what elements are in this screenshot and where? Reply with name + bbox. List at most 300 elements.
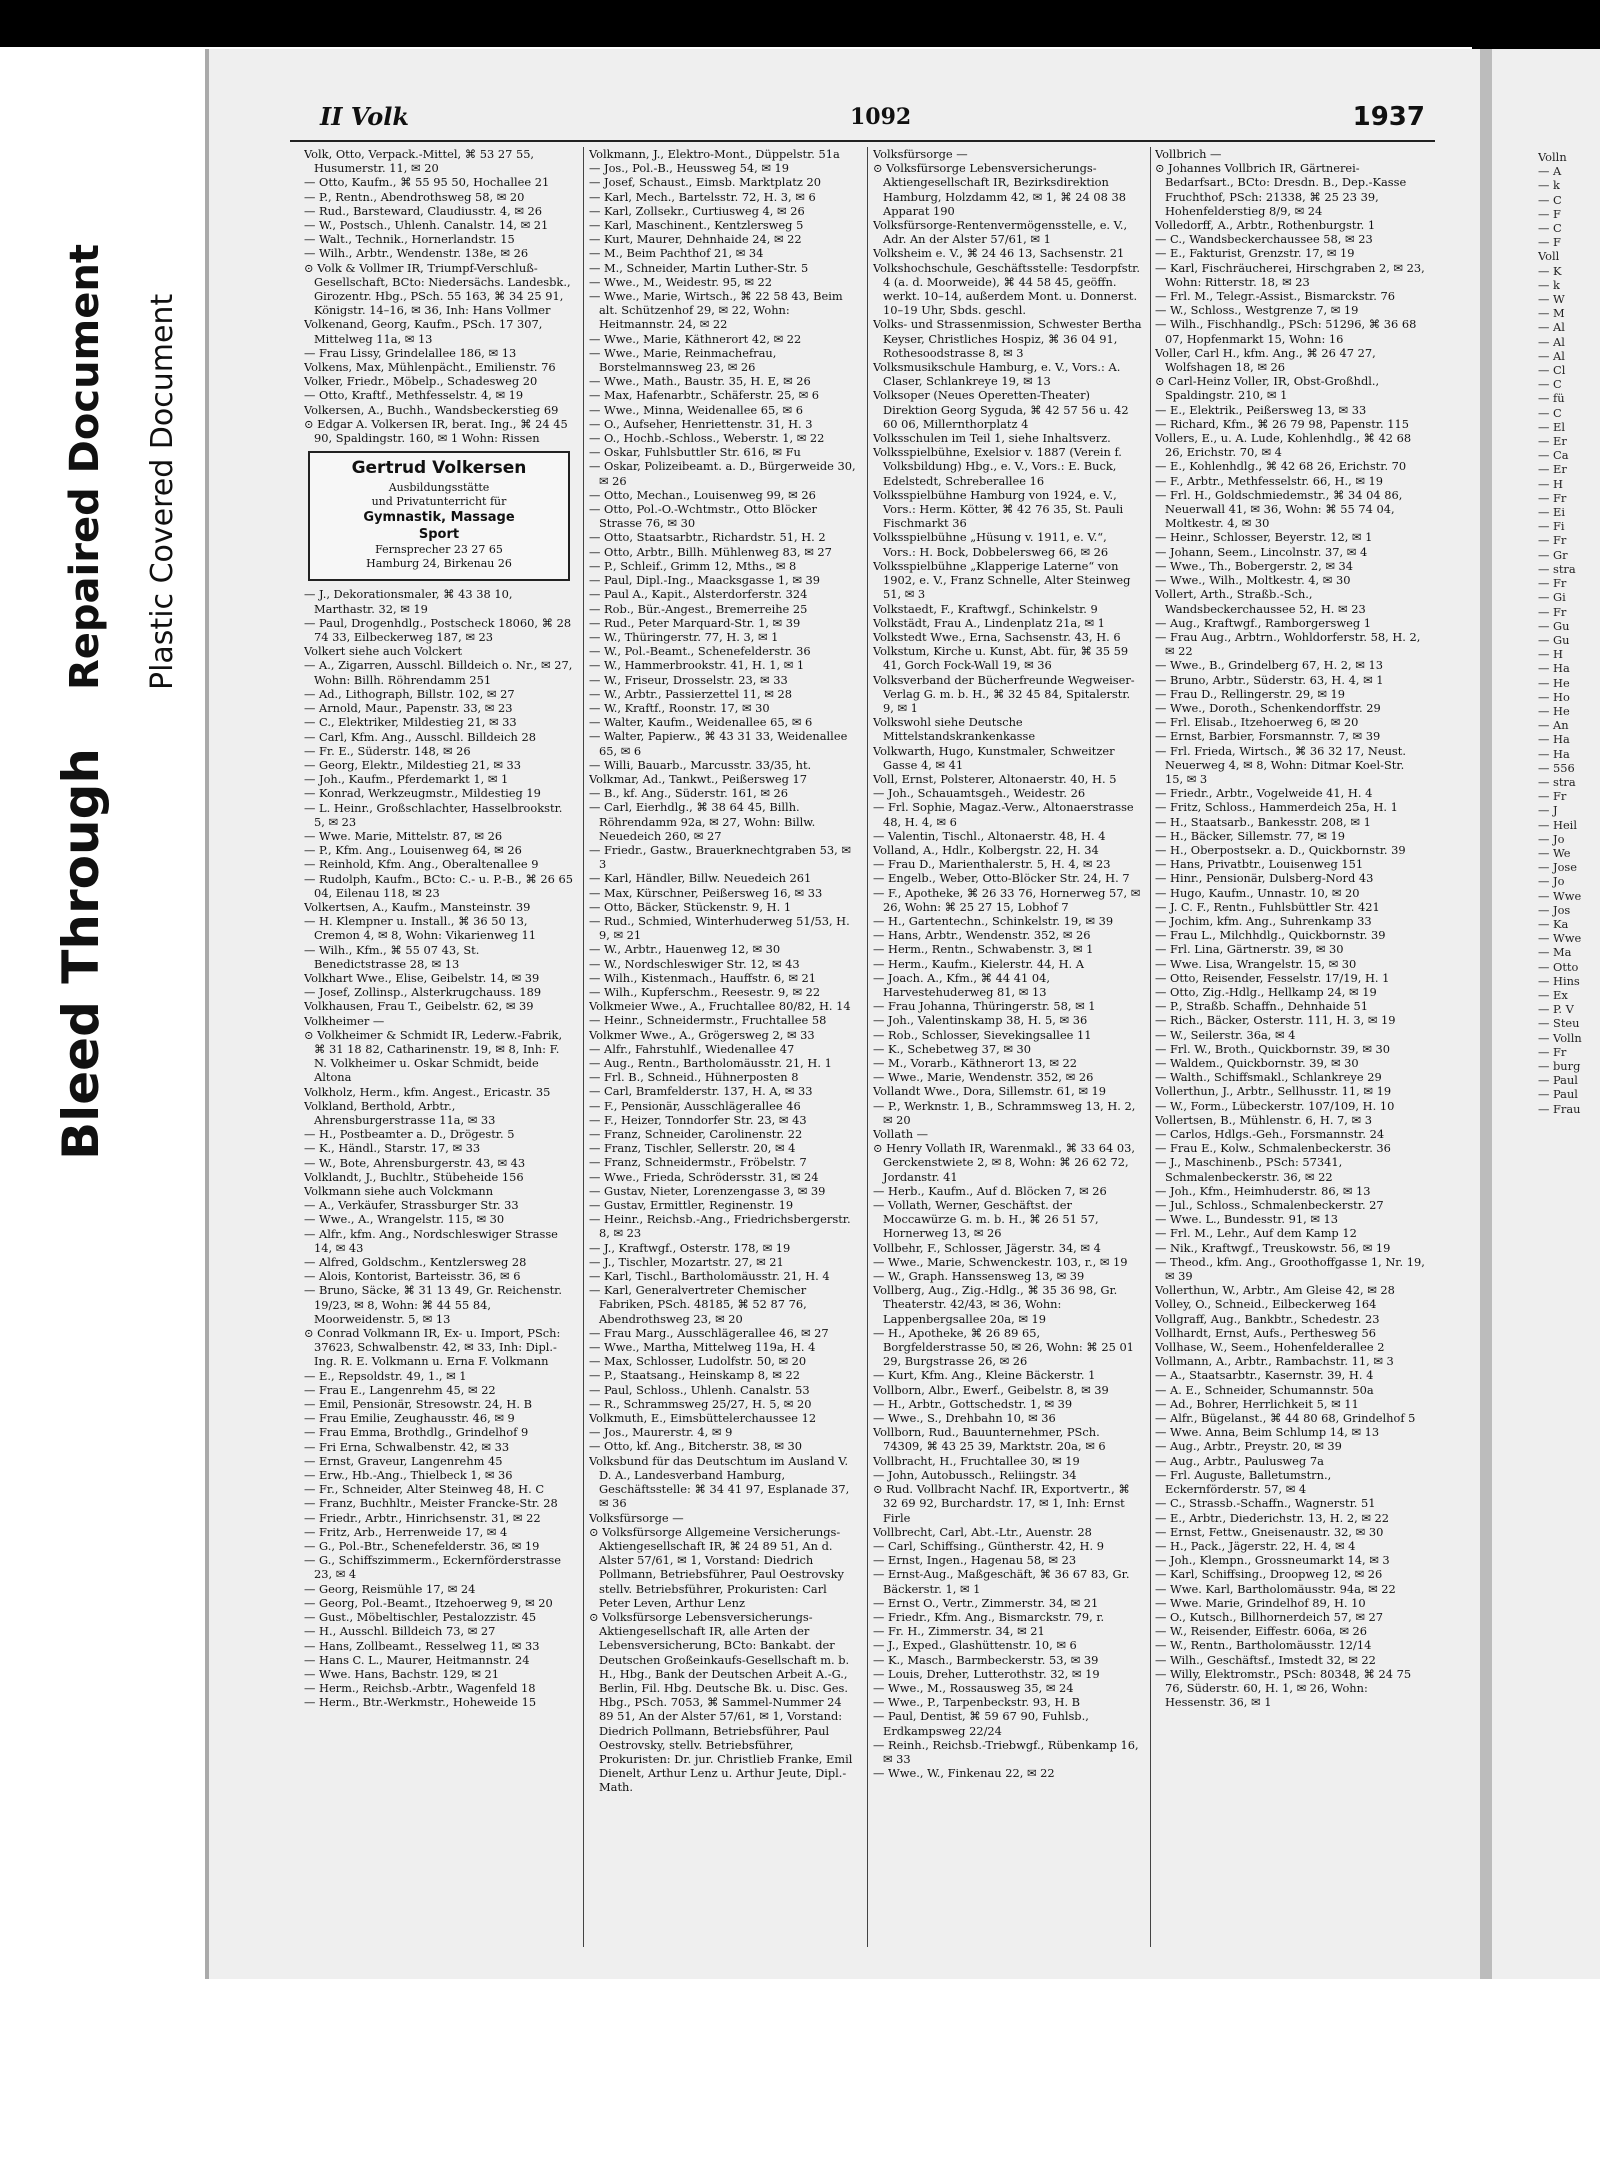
directory-entry: — Wwe., S., Drehbahn 10, ✉ 36 [873, 1411, 1056, 1426]
directory-entry: — Gustav, Nieter, Lorenzengasse 3, ✉ 39 [589, 1183, 826, 1198]
directory-entry: — G., Schiffszimmerm., Eckernförderstrasse 23, ✉ 4 [304, 1553, 561, 1582]
directory-entry: — Karl, Mech., Bartelsstr. 72, H. 3, ✉ 6 [589, 189, 816, 204]
directory-entry: — Wwe., B., Grindelberg 67, H. 2, ✉ 13 [1155, 658, 1383, 673]
fragment-line: — Al [1538, 320, 1565, 335]
fragment-line: — J [1538, 803, 1558, 818]
fragment-line: — Ho [1538, 689, 1570, 704]
directory-entry: — Walt., Technik., Hornerlandstr. 15 [304, 232, 515, 247]
directory-entry: — Paul, Drogenhdlg., Postscheck 18060, ⌘ 28 74 33, Eilbeckerweg 187, ✉ 23 [304, 615, 572, 645]
directory-entry: — Hans, Privatbtr., Louisenweg 151 [1155, 857, 1364, 872]
directory-entry: — Frau E., Kolw., Schmalenbeckerstr. 36 [1155, 1141, 1391, 1156]
directory-entry: — E., Arbtr., Diederichstr. 13, H. 2, ✉ 22 [1155, 1510, 1390, 1525]
directory-entry: ⊙ Carl-Heinz Voller, IR, Obst-Großhdl., Spaldingstr. 210, ✉ 1 [1155, 374, 1380, 403]
label-bleed-through: Bleed Through [52, 748, 110, 1160]
directory-entry: — Frl. B., Schneid., Hühnerposten 8 [589, 1070, 799, 1085]
directory-entry: Volkenand, Georg, Kaufm., PSch. 17 307, Mittelweg 11a, ✉ 13 [304, 317, 543, 346]
directory-entry: — Georg, Pol.-Beamt., Itzehoerweg 9, ✉ 20 [304, 1595, 553, 1610]
directory-entry: Volkstedt Wwe., Erna, Sachsenstr. 43, H. 6 [873, 629, 1121, 644]
directory-entry: — Heinr., Reichsb.-Ang., Friedrichsbergerstr. 8, ✉ 23 [589, 1212, 851, 1241]
directory-entry: Volksheim e. V., ⌘ 24 46 13, Sachsenstr. 21 [873, 246, 1125, 261]
fragment-line: — stra [1538, 774, 1576, 789]
directory-entry: — Nik., Kraftwgf., Treuskowstr. 56, ✉ 19 [1155, 1240, 1391, 1255]
directory-entry: — O., Aufseher, Henriettenstr. 31, H. 3 [589, 416, 813, 431]
directory-entry: — Wwe., A., Wrangelstr. 115, ✉ 30 [304, 1212, 505, 1227]
directory-entry: — Wwe. Karl, Bartholomäusstr. 94a, ✉ 22 [1155, 1581, 1396, 1596]
ad-company-name: Gertrud Volkersen [351, 458, 527, 479]
directory-entry: — Heinr., Schneidermstr., Fruchtallee 58 [589, 1013, 827, 1028]
directory-entry: — Otto, Kaufm., ⌘ 55 95 50, Hochallee 21 [304, 175, 550, 190]
directory-entry: Volkland, Berthold, Arbtr., Ahrensburgerstrasse 11a, ✉ 33 [304, 1098, 496, 1127]
ad-line: Hamburg 24, Birkenau 26 [366, 557, 512, 571]
directory-entry: — Franz, Buchhltr., Meister Francke-Str. 28 [304, 1496, 558, 1511]
directory-entry: — Oskar, Fuhlsbuttler Str. 616, ✉ Fu [589, 445, 801, 460]
directory-entry: Volkens, Max, Mühlenpächt., Emilienstr. 76 [304, 360, 556, 375]
directory-entry: — Wilh., Kfm., ⌘ 55 07 43, St. Benedictstrasse 28, ✉ 13 [304, 942, 480, 971]
directory-entry: — C., Elektriker, Mildestieg 21, ✉ 33 [304, 715, 517, 730]
directory-entry: — Hans, Zollbeamt., Resselweg 11, ✉ 33 [304, 1638, 540, 1653]
directory-entry: — Carl, Bramfelderstr. 137, H. A, ✉ 33 [589, 1084, 813, 1099]
directory-entry: — Karl, Tischl., Bartholomäusstr. 21, H. 4 [589, 1269, 830, 1284]
directory-page [290, 72, 1440, 1952]
directory-entry: — Wwe., M., Rossausweg 35, ✉ 24 [873, 1680, 1074, 1695]
column-divider [867, 147, 868, 1947]
directory-entry: — Karl, Händler, Billw. Neuedeich 261 [589, 871, 812, 886]
directory-entry: — Aug., Arbtr., Paulusweg 7a [1155, 1453, 1324, 1468]
directory-entry: — Wwe. Marie, Mittelstr. 87, ✉ 26 [304, 828, 503, 843]
fragment-line: — Er [1538, 434, 1567, 449]
directory-entry: — Wilh., Kistenmach., Hauffstr. 6, ✉ 21 [589, 970, 816, 985]
directory-entry: — W., Hammerbrookstr. 41, H. 1, ✉ 1 [589, 658, 805, 673]
directory-entry: — W., Arbtr., Hauenweg 12, ✉ 30 [589, 942, 781, 957]
directory-entry: — F., Pensionär, Ausschlägerallee 46 [589, 1098, 801, 1113]
fragment-line: — El [1538, 419, 1565, 434]
fragment-line: — burg [1538, 1059, 1581, 1073]
directory-entry: — Paul A., Kapit., Alsterdorferstr. 324 [589, 587, 808, 602]
directory-entry: Voll, Ernst, Polsterer, Altonaerstr. 40, H. 5 [873, 771, 1117, 786]
directory-entry: — Wwe. Marie, Grindelhof 89, H. 10 [1155, 1595, 1366, 1610]
column-divider [583, 147, 584, 1947]
directory-entry: — Theod., kfm. Ang., Groothoffgasse 1, Nr. 19, ✉ 39 [1155, 1254, 1425, 1284]
fragment-line: — Ex [1538, 987, 1568, 1002]
directory-entry: — Wwe., Doroth., Schenkendorffstr. 29 [1155, 700, 1381, 715]
directory-entry: Vollhardt, Ernst, Aufs., Perthesweg 56 [1155, 1325, 1376, 1340]
directory-entry: Volkshochschule, Geschäftsstelle: Tesdorpfstr. 4 (a. d. Moorweide), ⌘ 44 58 45, geöffn. werkt. 10–14, außerdem Mont. u. Donnerst. 10–19 Uhr, Sbds. geschl. [873, 260, 1140, 318]
directory-entry: Volksspielbühne „Hüsung v. 1911, e. V.“, Vors.: H. Bock, Dobbelersweg 66, ✉ 26 [873, 530, 1109, 559]
directory-entry: Vollhase, W., Seem., Hohenfelderallee 2 [1155, 1340, 1385, 1355]
fragment-line: — Volln [1538, 1030, 1582, 1045]
directory-entry: ⊙ Conrad Volkmann IR, Ex- u. Import, PSch: 37623, Schwalbenstr. 42, ✉ 33, Inh: Dipl.-Ing. R. E. Volkmann u. Erna F. Volkmann [304, 1326, 561, 1369]
directory-entry: — W., Thüringerstr. 77, H. 3, ✉ 1 [589, 629, 779, 644]
directory-entry: Vollerthun, J., Arbtr., Sellhusstr. 11, ✉ 19 [1155, 1084, 1392, 1099]
directory-entry: — W., Bote, Ahrensburgerstr. 43, ✉ 43 [304, 1155, 526, 1170]
directory-entry: — Ernst, Barbier, Forsmannstr. 7, ✉ 39 [1155, 729, 1381, 744]
bottom-margin [0, 1979, 1600, 2177]
directory-entry: — K., Händl., Starstr. 17, ✉ 33 [304, 1141, 481, 1156]
year-label: 1937 [1352, 102, 1425, 132]
directory-entry: — P., Straßb. Schaffn., Dehnhaide 51 [1155, 999, 1369, 1014]
directory-entry: — Frl. H., Goldschmiedemstr., ⌘ 34 04 86, Neuerwall 41, ✉ 36, Wohn: ⌘ 55 74 04, Moltkestr. 4, ✉ 30 [1155, 487, 1403, 531]
directory-entry: — Reinhold, Kfm. Ang., Oberaltenallee 9 [304, 857, 539, 872]
directory-entry: — C., Wandsbeckerchaussee 58, ✉ 23 [1155, 232, 1373, 247]
directory-entry: — Carl, Schiffsing., Güntherstr. 42, H. 9 [873, 1538, 1104, 1553]
directory-entry: — Hans, Arbtr., Wendenstr. 352, ✉ 26 [873, 928, 1091, 943]
directory-entry: — O., Kutsch., Billhornerdeich 57, ✉ 27 [1155, 1609, 1384, 1624]
directory-entry: — Wwe., Marie, Käthnerort 42, ✉ 22 [589, 331, 802, 346]
directory-entry: — Walter, Papierw., ⌘ 43 31 33, Weidenallee 65, ✉ 6 [589, 729, 848, 758]
directory-entry: Volkholz, Herm., kfm. Angest., Ericastr. 35 [304, 1084, 551, 1099]
directory-entry: — Carlos, Hdlgs.-Geh., Forsmannstr. 24 [1155, 1127, 1385, 1142]
directory-entry: Volksoper (Neues Operetten-Theater) Direktion Georg Syguda, ⌘ 42 57 56 u. 42 60 06, Millernthorplatz 4 [873, 388, 1129, 431]
directory-entry: — Otto, Mechan., Louisenweg 99, ✉ 26 [589, 487, 816, 502]
directory-entry: — Walth., Schiffsmakl., Schlankreye 29 [1155, 1070, 1382, 1085]
directory-entry: Volkhausen, Frau T., Geibelstr. 62, ✉ 39 [304, 999, 534, 1014]
directory-entry: — A., Staatsarbtr., Kasernstr. 39, H. 4 [1155, 1368, 1374, 1383]
directory-entry: Volksverband der Bücherfreunde Wegweiser-Verlag G. m. b. H., ⌘ 32 45 84, Spitalerstr. 9, ✉ 1 [873, 672, 1135, 715]
fragment-line: — Al [1538, 334, 1565, 349]
directory-entry: — Franz, Schneidermstr., Fröbelstr. 7 [589, 1155, 807, 1170]
section-title: II Volk [320, 102, 409, 131]
directory-entry: Volledorff, A., Arbtr., Rothenburgstr. 1 [1155, 218, 1376, 233]
directory-entry: Volkhart Wwe., Elise, Geibelstr. 14, ✉ 39 [304, 970, 540, 985]
ad-line: und Privatunterricht für [371, 495, 507, 509]
directory-entry: — Otto, Kraftf., Methfesselstr. 4, ✉ 19 [304, 388, 524, 403]
directory-entry: Volkmar, Ad., Tankwt., Peißersweg 17 [589, 771, 807, 786]
fragment-line: — Gi [1538, 590, 1566, 605]
directory-entry: Volkstum, Kirche u. Kunst, Abt. für, ⌘ 35 59 41, Gorch Fock-Wall 19, ✉ 36 [873, 644, 1129, 673]
directory-entry: — W., Form., Lübeckerstr. 107/109, H. 10 [1155, 1098, 1395, 1113]
fragment-line: — M [1538, 306, 1565, 321]
directory-entry: — Richard, Kfm., ⌘ 26 79 98, Papenstr. 115 [1155, 416, 1409, 431]
directory-entry: ⊙ Volksfürsorge Lebensversicherungs-Aktiengesellschaft IR, Bezirksdirektion Hamburg, Holzdamm 42, ✉ 1, ⌘ 24 08 38 Apparat 190 [873, 161, 1126, 218]
directory-entry: — Frl. Sophie, Magaz.-Verw., Altonaerstrasse 48, H. 4, ✉ 6 [873, 800, 1134, 829]
directory-entry: — C., Strassb.-Schaffn., Wagnerstr. 51 [1155, 1496, 1376, 1511]
label-repaired-document: Repaired Document [62, 244, 108, 690]
directory-entry: — Vollath, Werner, Geschäftst. der Moccawürze G. m. b. H., ⌘ 26 51 57, Hornerweg 13, ✉ 26 [873, 1198, 1099, 1241]
fragment-line: — An [1538, 718, 1569, 733]
directory-entry: — Wwe., Th., Bobergerstr. 2, ✉ 34 [1155, 558, 1354, 573]
directory-entry: Volkstädt, Frau A., Lindenplatz 21a, ✉ 1 [873, 615, 1105, 630]
fragment-line: — Steu [1538, 1016, 1580, 1031]
directory-entry: Volkmuth, E., Eimsbüttelerchaussee 12 [589, 1411, 817, 1426]
directory-entry: — Engelb., Weber, Otto-Blöcker Str. 24, H. 7 [873, 871, 1130, 886]
directory-entry: — H., Gartentechn., Schinkelstr. 19, ✉ 39 [873, 913, 1114, 928]
directory-entry: — Frl. M., Telegr.-Assist., Bismarckstr. 76 [1155, 289, 1395, 304]
fragment-line: — Heil [1538, 817, 1577, 832]
directory-entry: — Wwe., Marie, Reinmachefrau, Borstelmannsweg 23, ✉ 26 [589, 345, 777, 375]
fragment-line: — C [1538, 192, 1562, 207]
directory-entry: — Ad., Lithograph, Billstr. 102, ✉ 27 [304, 686, 515, 701]
directory-entry: Vollandt Wwe., Dora, Sillemstr. 61, ✉ 19 [873, 1084, 1106, 1099]
directory-entry: — Max, Schlosser, Ludolfstr. 50, ✉ 20 [589, 1354, 807, 1369]
directory-entry: — Carl, Kfm. Ang., Ausschl. Billdeich 28 [304, 729, 536, 744]
fragment-line: — Paul [1538, 1073, 1578, 1088]
fragment-line: — H [1538, 476, 1563, 491]
directory-entry: — B., kf. Ang., Süderstr. 161, ✉ 26 [589, 786, 789, 801]
directory-entry: — Friedr., Arbtr., Hinrichsenstr. 31, ✉ 22 [304, 1510, 541, 1525]
directory-entry: — Rob., Schlosser, Sievekingsallee 11 [873, 1027, 1092, 1042]
fragment-line: — Gu [1538, 618, 1570, 633]
fragment-line: — Ha [1538, 732, 1570, 747]
fragment-line: — C [1538, 405, 1562, 420]
directory-entry: — F., Apotheke, ⌘ 26 33 76, Hornerweg 57, ✉ 26, Wohn: ⌘ 25 27 15, Lobhof 7 [873, 885, 1141, 914]
directory-entry: — Herm., Reichsb.-Arbtr., Wagenfeld 18 [304, 1681, 536, 1696]
fragment-line: — k [1538, 277, 1560, 292]
directory-entry: — A. E., Schneider, Schumannstr. 50a [1155, 1382, 1374, 1397]
directory-entry: Volkmann, J., Elektro-Mont., Düppelstr. 51a [589, 147, 840, 161]
directory-entry: — W., Friseur, Drosselstr. 23, ✉ 33 [589, 672, 788, 687]
directory-entry: — Wwe. Lisa, Wrangelstr. 15, ✉ 30 [1155, 956, 1357, 971]
directory-entry: — J., Dekorationsmaler, ⌘ 43 38 10, Marthastr. 32, ✉ 19 [304, 587, 513, 616]
fragment-line: — K [1538, 263, 1562, 278]
directory-entry: Vollberg, Aug., Zig.-Hdlg., ⌘ 35 36 98, Gr. Theaterstr. 42/43, ✉ 36, Wohn: Lappenbergsallee 20a, ✉ 19 [873, 1283, 1118, 1326]
directory-entry: — H., Ausschl. Billdeich 73, ✉ 27 [304, 1624, 496, 1639]
directory-entry: — Friedr., Gastw., Brauerknechtgraben 53, ✉ 3 [589, 842, 851, 872]
directory-entry: Volklandt, J., Buchltr., Stübeheide 156 [304, 1169, 524, 1184]
directory-entry: — H. Klempner u. Install., ⌘ 36 50 13, Cremon 4, ✉ 8, Wohn: Vikarienweg 11 [304, 914, 537, 943]
directory-entry: — Ad., Bohrer, Herrlichkeit 5, ✉ 11 [1155, 1396, 1359, 1411]
directory-entry: Voller, Carl H., kfm. Ang., ⌘ 26 47 27, Wolfshagen 18, ✉ 26 [1155, 345, 1376, 375]
directory-entry: — Wwe. L., Bundesstr. 91, ✉ 13 [1155, 1212, 1339, 1227]
fragment-line: — Fr [1538, 1044, 1567, 1059]
directory-entry: — Fritz, Arb., Herrenweide 17, ✉ 4 [304, 1524, 508, 1539]
directory-entry: — Karl, Fischräucherei, Hirschgraben 2, ✉ 23, Wohn: Ritterstr. 18, ✉ 23 [1155, 260, 1425, 289]
fragment-line: — Otto [1538, 959, 1579, 974]
fragment-line: — Gr [1538, 547, 1568, 562]
directory-entry: — H., Pack., Jägerstr. 22, H. 4, ✉ 4 [1155, 1538, 1356, 1553]
directory-entry: — Otto, Zig.-Hdlg., Hellkamp 24, ✉ 19 [1155, 984, 1377, 999]
fragment-line: Voll [1538, 249, 1560, 264]
directory-entry: — Wwe., Math., Baustr. 35, H. E, ✉ 26 [589, 374, 811, 389]
directory-entry: — Herb., Kaufm., Auf d. Blöcken 7, ✉ 26 [873, 1183, 1107, 1198]
directory-entry: — Rudolph, Kaufm., BCto: C.- u. P.-B., ⌘ 26 65 04, Eilenau 118, ✉ 23 [304, 871, 573, 900]
directory-entry: — W., Schloss., Westgrenze 7, ✉ 19 [1155, 303, 1359, 318]
directory-entry: — Wilh., Geschäftsf., Imstedt 32, ✉ 22 [1155, 1652, 1376, 1667]
directory-entry: — E., Kohlenhdlg., ⌘ 42 68 26, Erichstr. 70 [1155, 459, 1407, 474]
directory-entry: Volland, A., Hdlr., Kolbergstr. 22, H. 34 [873, 842, 1099, 857]
directory-entry: — Jos., Pol.-B., Heussweg 54, ✉ 19 [589, 161, 790, 176]
fragment-line: — C [1538, 377, 1562, 392]
directory-entry: — Ernst, Ingen., Hagenau 58, ✉ 23 [873, 1553, 1077, 1568]
directory-entry: — Wwe. Anna, Beim Schlump 14, ✉ 13 [1155, 1425, 1380, 1440]
directory-entry: — J., Exped., Glashüttenstr. 10, ✉ 6 [873, 1638, 1077, 1653]
directory-entry: — Frau Marg., Ausschlägerallee 46, ✉ 27 [589, 1325, 829, 1340]
directory-entry: — Joh., Kaufm., Pferdemarkt 1, ✉ 1 [304, 772, 509, 787]
directory-entry: Volksfürsorge — [589, 1510, 684, 1525]
directory-entry: — Bruno, Arbtr., Süderstr. 63, H. 4, ✉ 1 [1155, 672, 1384, 687]
advertisement-box [308, 451, 570, 581]
directory-entry: — H., Bäcker, Sillemstr. 77, ✉ 19 [1155, 828, 1345, 843]
directory-entry: — P., Schleif., Grimm 12, Mths., ✉ 8 [589, 558, 797, 573]
directory-entry: — W., Kraftf., Roonstr. 17, ✉ 30 [589, 700, 770, 715]
directory-entry: — J. C. F., Rentn., Fuhlsbüttler Str. 421 [1155, 899, 1380, 914]
fragment-line: — Fi [1538, 519, 1565, 534]
directory-entry: — Rud., Schmied, Winterhuderweg 51/53, H. 9, ✉ 21 [589, 913, 850, 943]
fragment-line: — Hins [1538, 973, 1580, 988]
directory-entry: — J., Tischler, Mozartstr. 27, ✉ 21 [589, 1254, 784, 1269]
ad-line: Fernsprecher 23 27 65 [375, 543, 503, 557]
directory-entry: Volker, Friedr., Möbelp., Schadesweg 20 [304, 374, 538, 389]
directory-entry: — W., Seilerstr. 36a, ✉ 4 [1155, 1027, 1296, 1042]
directory-entry: Vollath — [873, 1127, 929, 1142]
directory-entry: — M., Schneider, Martin Luther-Str. 5 [589, 260, 809, 275]
directory-entry: — Max, Hafenarbtr., Schäferstr. 25, ✉ 6 [589, 388, 820, 403]
fragment-line: — C [1538, 221, 1562, 236]
directory-entry: — P., Staatsang., Heinskamp 8, ✉ 22 [589, 1368, 800, 1383]
fragment-line: — Jos [1538, 902, 1571, 917]
directory-entry: — Otto, Bäcker, Stückenstr. 9, H. 1 [589, 899, 792, 914]
directory-entry: — Wwe., P., Tarpenbeckstr. 93, H. B [873, 1695, 1081, 1710]
directory-entry: — Joh., Kfm., Heimhuderstr. 86, ✉ 13 [1155, 1183, 1371, 1198]
directory-entry: — Arnold, Maur., Papenstr. 33, ✉ 23 [304, 701, 513, 716]
directory-entry: — H., Oberpostsekr. a. D., Quickbornstr. 39 [1155, 842, 1406, 857]
directory-entry: — Alois, Kontorist, Barteisstr. 36, ✉ 6 [304, 1269, 521, 1284]
directory-entry: — W., Postsch., Uhlenh. Canalstr. 14, ✉ 21 [304, 218, 549, 233]
directory-entry: — Rud., Peter Marquard-Str. 1, ✉ 39 [589, 615, 801, 630]
directory-entry: — Willi, Bauarb., Marcusstr. 33/35, ht. [589, 757, 812, 772]
directory-entry: — A., Verkäufer, Strassburger Str. 33 [304, 1198, 519, 1213]
directory-entry: — W., Nordschleswiger Str. 12, ✉ 43 [589, 956, 800, 971]
directory-entry: — Wwe., Martha, Mittelweg 119a, H. 4 [589, 1340, 816, 1355]
directory-entry: — K., Masch., Barmbeckerstr. 53, ✉ 39 [873, 1652, 1099, 1667]
directory-entry: — Franz, Schneider, Carolinenstr. 22 [589, 1127, 803, 1142]
directory-entry: — Joh., Klempn., Grossneumarkt 14, ✉ 3 [1155, 1553, 1390, 1568]
directory-entry: — Wwe., Marie, Wendenstr. 352, ✉ 26 [873, 1070, 1094, 1085]
directory-entry: Vollerthun, W., Arbtr., Am Gleise 42, ✉ 28 [1155, 1283, 1395, 1298]
directory-entry: — F., Heizer, Tonndorfer Str. 23, ✉ 43 [589, 1112, 807, 1127]
directory-entry: — H., Postbeamter a. D., Drögestr. 5 [304, 1127, 515, 1142]
next-page-fragment [1538, 150, 1596, 1650]
fragment-line: Volln [1538, 150, 1567, 164]
directory-entry: — P., Werknstr. 1, B., Schrammsweg 13, H. 2, ✉ 20 [873, 1098, 1136, 1127]
directory-entry: — Alfred, Goldschm., Kentzlersweg 28 [304, 1255, 527, 1270]
column-4 [1155, 147, 1425, 1947]
directory-entry: — Joach. A., Kfm., ⌘ 44 41 04, Harvestehuderweg 81, ✉ 13 [873, 970, 1051, 999]
directory-entry: Volksfürsorge — [873, 147, 968, 161]
page-number: 1092 [850, 104, 912, 130]
directory-entry: — Rud., Barsteward, Claudiusstr. 4, ✉ 26 [304, 203, 542, 218]
directory-entry: — Wwe., M., Weidestr. 95, ✉ 22 [589, 274, 773, 289]
directory-entry: — Karl, Schiffsing., Droopweg 12, ✉ 26 [1155, 1567, 1383, 1582]
ad-line: Sport [418, 527, 460, 543]
directory-entry: — Otto, kf. Ang., Bitcherstr. 38, ✉ 30 [589, 1439, 803, 1454]
directory-entry: — Aug., Kraftwgf., Ramborgersweg 1 [1155, 615, 1371, 630]
directory-entry: Volksspielbühne „Klapperige Laterne“ von 1902, e. V., Franz Schnelle, Alter Steinweg 51, ✉ 3 [873, 558, 1131, 602]
directory-entry: Vollborn, Albr., Ewerf., Geibelstr. 8, ✉ 39 [873, 1382, 1109, 1397]
fragment-line: — A [1538, 164, 1562, 179]
directory-entry: — Johann, Seem., Lincolnstr. 37, ✉ 4 [1155, 544, 1368, 559]
directory-entry: — E., Fakturist, Grenzstr. 17, ✉ 19 [1155, 246, 1355, 261]
directory-entry: — Otto, Reisender, Fesselstr. 17/19, H. 1 [1155, 970, 1390, 985]
directory-entry: — Karl, Maschinent., Kentzlersweg 5 [589, 218, 804, 233]
directory-entry: — H., Staatsarb., Bankesstr. 208, ✉ 1 [1155, 814, 1371, 829]
directory-entry: Volksspielbühne Hamburg von 1924, e. V., Vors.: Herm. Kötter, ⌘ 42 76 35, St. Pauli Fischmarkt 36 [873, 487, 1124, 531]
directory-entry: — Hinr., Pensionär, Dulsberg-Nord 43 [1155, 871, 1374, 886]
fragment-line: — Ha [1538, 746, 1570, 761]
directory-entry: — Rich., Bäcker, Osterstr. 111, H. 3, ✉ 19 [1155, 1013, 1396, 1028]
directory-entry: ⊙ Volksfürsorge Lebensversicherungs-Aktiengesellschaft IR, alle Arten der Lebensversicherung, BCto: Bankabt. der Deutschen Großeinkaufs-Gesellschaft m. b. H., Hbg., Bank der Deutschen Arbeit A.-G., Berlin, Fil. Hbg. Deutsche Bk. u. Disc. Ges. Hbg., PSch. 7053, ⌘ Sammel-Nummer 24 89 51, An der Alster 57/61, ✉ 1, Vorstand: Diedrich Pollmann, Betriebsführer, Paul Oestrovsky, stellv. Betriebsführer, Prokuristen: Dr. jur. Christlieb Franke, Emil Dienelt, Arthur Lenz u. Arthur Jeute, Dipl.-Math. [589, 1609, 853, 1795]
directory-entry: — Wilh., Fischhandlg., PSch: 51296, ⌘ 36 68 07, Hopfenmarkt 15, Wohn: 16 [1155, 317, 1417, 346]
directory-entry: Volkersen, A., Buchh., Wandsbeckerstieg 69 [304, 402, 559, 417]
directory-entry: — Frau L., Milchhdlg., Quickbornstr. 39 [1155, 928, 1386, 943]
directory-entry: — Herm., Rentn., Schwabenstr. 3, ✉ 1 [873, 942, 1094, 957]
fragment-line: — Ei [1538, 505, 1565, 520]
directory-entry: — O., Hochb.-Schloss., Weberstr. 1, ✉ 22 [589, 431, 825, 446]
directory-entry: — M., Vorarb., Käthnerort 13, ✉ 22 [873, 1056, 1078, 1070]
fragment-line: — Cl [1538, 363, 1566, 378]
directory-entry: — Konrad, Werkzeugmstr., Mildestieg 19 [304, 786, 541, 801]
fragment-line: — Jose [1538, 860, 1578, 875]
directory-entry: — Ernst, Fettw., Gneisenaustr. 32, ✉ 30 [1155, 1524, 1384, 1539]
directory-entry: — Paul, Dentist, ⌘ 59 67 90, Fuhlsb., Erdkampsweg 22/24 [873, 1709, 1089, 1738]
column-divider [1150, 147, 1151, 1947]
directory-entry: Vollert, Arth., Straßb.-Sch., Wandsbeckerchaussee 52, H. ✉ 23 [1155, 587, 1366, 616]
fragment-line: — Fr [1538, 533, 1567, 548]
directory-entry: — W., Reisender, Eiffestr. 606a, ✉ 26 [1155, 1624, 1368, 1639]
column-3 [873, 147, 1143, 1947]
directory-entry: — J., Kraftwgf., Osterstr. 178, ✉ 19 [589, 1240, 791, 1255]
directory-entry: — R., Schrammsweg 25/27, H. 5, ✉ 20 [589, 1396, 812, 1411]
directory-entry: — P., Kfm. Ang., Louisenweg 64, ✉ 26 [304, 843, 522, 858]
directory-entry: — Frl. W., Broth., Quickbornstr. 39, ✉ 30 [1155, 1041, 1391, 1056]
directory-entry: — Carl, Eierhdlg., ⌘ 38 64 45, Billh. Röhrendamm 92a, ✉ 27, Wohn: Billw. Neuedeich 260, ✉ 27 [589, 800, 816, 843]
directory-entry: Vollbehr, F., Schlosser, Jägerstr. 34, ✉ 4 [873, 1240, 1101, 1255]
directory-entry: — Joh., Schauamtsgeh., Weidestr. 26 [873, 786, 1086, 801]
directory-entry: — Karl, Zollsekr., Curtiusweg 4, ✉ 26 [589, 203, 805, 218]
fragment-line: — Wwe [1538, 931, 1582, 946]
directory-entry: Volks- und Strassenmission, Schwester Bertha Keyser, Christliches Hospiz, ⌘ 36 04 91, Rothesoodstrasse 8, ✉ 3 [873, 317, 1142, 360]
directory-entry: — Alfr., Bügelanst., ⌘ 44 80 68, Grindelhof 5 [1155, 1411, 1416, 1426]
directory-entry: — Herm., Btr.-Werkmstr., Hoheweide 15 [304, 1695, 537, 1710]
directory-entry: — Frl. Frieda, Wirtsch., ⌘ 36 32 17, Neust. Neuerweg 4, ✉ 8, Wohn: Ditmar Koel-Str. 15, ✉ 3 [1155, 743, 1406, 786]
directory-entry: ⊙ Volkheimer & Schmidt IR, Lederw.-Fabrik, ⌘ 31 18 82, Catharinenstr. 19, ✉ 8, Inh: F. N. Volkheimer u. Oskar Schmidt, beide Altona [304, 1027, 563, 1085]
directory-entry: — Wilh., Arbtr., Wendenstr. 138e, ✉ 26 [304, 246, 529, 261]
fragment-line: — He [1538, 675, 1570, 690]
directory-entry: — Paul, Schloss., Uhlenh. Canalstr. 53 [589, 1382, 810, 1397]
directory-entry: — E., Elektrik., Peißersweg 13, ✉ 33 [1155, 402, 1367, 417]
directory-entry: — Gustav, Ermittler, Reginenstr. 19 [589, 1198, 794, 1213]
directory-entry: — Frau Emilie, Zeughausstr. 46, ✉ 9 [304, 1411, 515, 1426]
column-1 [304, 147, 574, 1947]
directory-entry: Vollertsen, B., Mühlenstr. 6, H. 7, ✉ 3 [1155, 1112, 1372, 1127]
fragment-line: — Al [1538, 348, 1565, 363]
directory-entry: — Otto, Pol.-O.-Wchtmstr., Otto Blöcker Strasse 76, ✉ 30 [589, 502, 817, 531]
directory-entry: Volkmer Wwe., A., Grögersweg 2, ✉ 33 [589, 1027, 815, 1042]
directory-entry: Vollbracht, H., Fruchtallee 30, ✉ 19 [873, 1453, 1080, 1468]
directory-entry: — Otto, Arbtr., Billh. Mühlenweg 83, ✉ 27 [589, 544, 832, 559]
directory-entry: Vollers, E., u. A. Lude, Kohlenhdlg., ⌘ 42 68 26, Erichstr. 70, ✉ 4 [1155, 431, 1412, 460]
fragment-line: — Fr [1538, 789, 1567, 804]
directory-entry: Volksbund für das Deutschtum im Ausland V. D. A., Landesverband Hamburg, Geschäftsstelle: ⌘ 34 41 97, Esplanade 37, ✉ 36 [589, 1453, 850, 1511]
directory-entry: Volkertsen, A., Kaufm., Mansteinstr. 39 [304, 899, 531, 914]
directory-entry: Vollbrecht, Carl, Abt.-Ltr., Auenstr. 28 [873, 1524, 1092, 1539]
directory-entry: — W., Graph. Hanssensweg 13, ✉ 39 [873, 1269, 1085, 1284]
directory-entry: — L. Heinr., Großschlachter, Hasselbrookstr. 5, ✉ 23 [304, 800, 563, 829]
page-header [290, 100, 1435, 142]
directory-entry: — Emil, Pensionär, Stresowstr. 24, H. B [304, 1397, 532, 1412]
directory-entry: Volkmann siehe auch Volckmann [304, 1184, 494, 1198]
fragment-line: — W [1538, 292, 1565, 307]
directory-entry: — W., Pol.-Beamt., Schenefelderstr. 36 [589, 644, 811, 659]
directory-entry: — H., Arbtr., Gottschedstr. 1, ✉ 39 [873, 1396, 1073, 1411]
directory-entry: — Wwe., W., Finkenau 22, ✉ 22 [873, 1766, 1055, 1781]
directory-entry: Volk, Otto, Verpack.-Mittel, ⌘ 53 27 55, Husumerstr. 11, ✉ 20 [304, 147, 535, 176]
directory-entry: — Oskar, Polizeibeamt. a. D., Bürgerweide 30, ✉ 26 [589, 459, 856, 488]
directory-entry: — Kurt, Maurer, Dehnhaide 24, ✉ 22 [589, 232, 802, 247]
directory-entry: — Jos., Maurerstr. 4, ✉ 9 [589, 1425, 733, 1440]
fragment-line: — Ca [1538, 448, 1569, 463]
directory-entry: — Kurt, Kfm. Ang., Kleine Bäckerstr. 1 [873, 1368, 1096, 1383]
directory-entry: — Hans C. L., Maurer, Heitmannstr. 24 [304, 1652, 530, 1667]
